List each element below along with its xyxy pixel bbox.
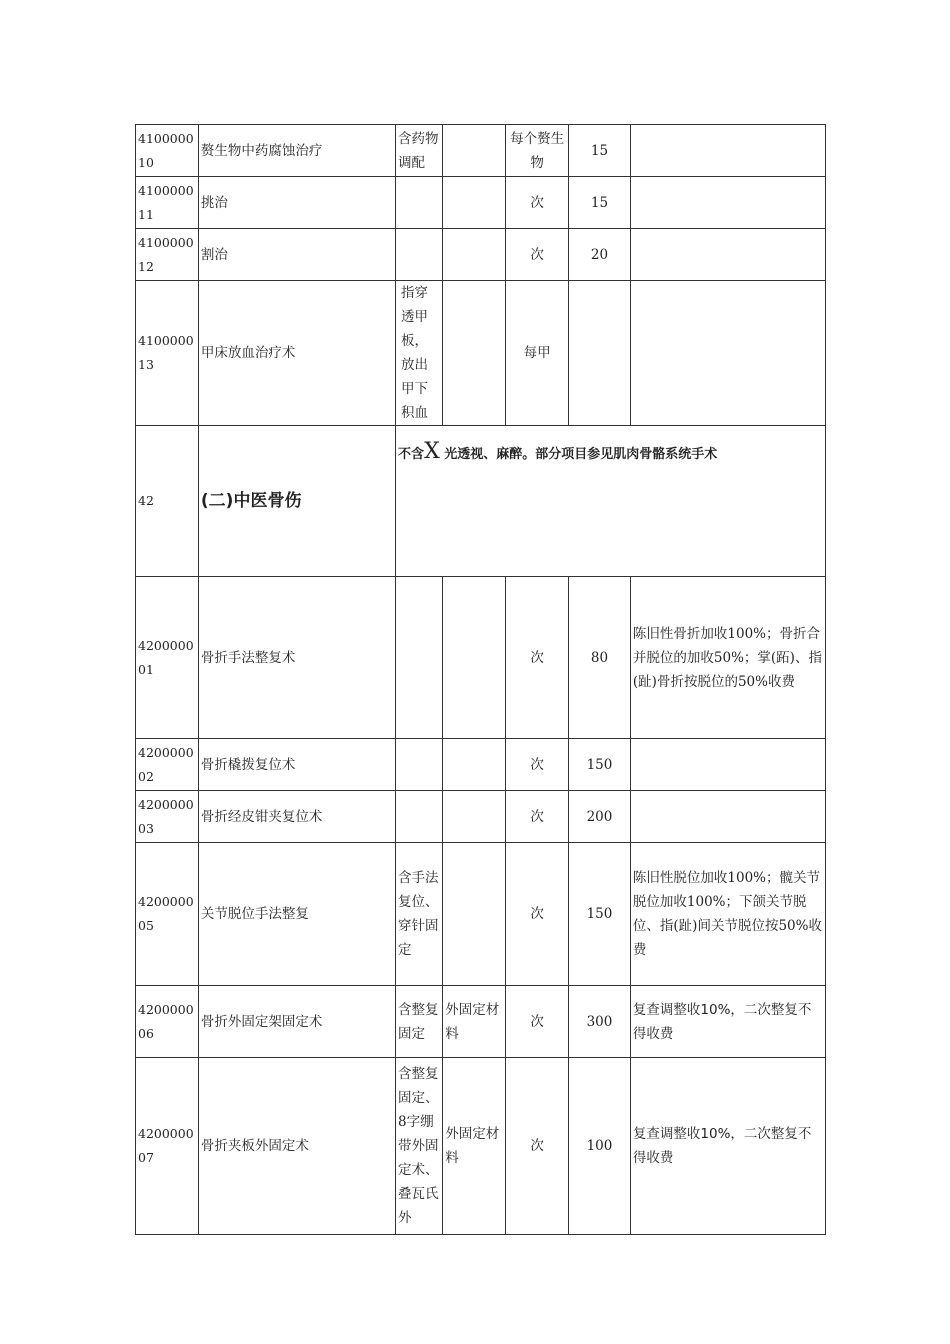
item-unit: 次	[506, 791, 569, 843]
item-excludes: 外固定材料	[443, 1058, 506, 1235]
item-price: 300	[569, 986, 631, 1058]
item-notes	[630, 125, 825, 177]
item-price	[569, 281, 631, 426]
item-price: 15	[569, 177, 631, 229]
table-row	[136, 177, 826, 229]
section-title: (二)中医骨伤	[198, 426, 395, 577]
item-includes: 指穿透甲板，放出甲下积血	[396, 281, 443, 426]
item-excludes	[443, 281, 506, 426]
item-code: 420000001	[136, 577, 199, 739]
item-name: 骨折橇拨复位术	[198, 739, 395, 791]
item-unit: 每个赘生物	[506, 125, 569, 177]
item-price: 150	[569, 843, 631, 986]
item-notes	[630, 791, 825, 843]
item-price: 15	[569, 125, 631, 177]
item-unit: 每甲	[506, 281, 569, 426]
fee-schedule-table	[135, 124, 826, 1235]
item-notes	[630, 229, 825, 281]
item-price: 200	[569, 791, 631, 843]
item-code: 410000010	[136, 125, 199, 177]
item-includes: 含整复固定、8字绷带外固定术、叠瓦氏外	[396, 1058, 443, 1235]
section-note	[396, 426, 826, 577]
table-row	[136, 577, 826, 739]
item-includes: 含整复固定	[396, 986, 443, 1058]
section-row	[136, 426, 826, 577]
table-row	[136, 739, 826, 791]
item-excludes	[443, 739, 506, 791]
item-price: 100	[569, 1058, 631, 1235]
item-code: 410000012	[136, 229, 199, 281]
item-includes: 含手法复位、穿针固定	[396, 843, 443, 986]
item-code: 410000013	[136, 281, 199, 426]
item-notes: 陈旧性脱位加收100%；髋关节脱位加收100%；下颌关节脱位、指(趾)间关节脱位按50%收费	[630, 843, 825, 986]
section-note-suffix: 光透视、麻醉。部分项目参见肌肉骨骼系统手术	[444, 447, 718, 462]
item-name: 骨折经皮钳夹复位术	[198, 791, 395, 843]
item-notes: 复查调整收10%，二次整复不得收费	[630, 1058, 825, 1235]
item-price: 80	[569, 577, 631, 739]
item-name: 骨折外固定架固定术	[198, 986, 395, 1058]
item-name: 甲床放血治疗术	[198, 281, 395, 426]
item-excludes	[443, 229, 506, 281]
item-unit: 次	[506, 577, 569, 739]
item-excludes	[443, 577, 506, 739]
item-excludes	[443, 843, 506, 986]
item-name: 骨折夹板外固定术	[198, 1058, 395, 1235]
item-name: 骨折手法整复术	[198, 577, 395, 739]
item-includes: 含药物调配	[396, 125, 443, 177]
item-notes	[630, 739, 825, 791]
item-code: 420000005	[136, 843, 199, 986]
item-name: 赘生物中药腐蚀治疗	[198, 125, 395, 177]
item-price: 150	[569, 739, 631, 791]
item-code: 420000006	[136, 986, 199, 1058]
item-unit: 次	[506, 843, 569, 986]
item-name: 挑治	[198, 177, 395, 229]
item-code: 410000011	[136, 177, 199, 229]
item-excludes	[443, 177, 506, 229]
section-note-prefix: 不含	[398, 447, 425, 462]
item-includes	[396, 577, 443, 739]
item-unit: 次	[506, 1058, 569, 1235]
item-unit: 次	[506, 177, 569, 229]
table-row	[136, 281, 826, 426]
table-row	[136, 843, 826, 986]
item-includes	[396, 229, 443, 281]
item-notes: 陈旧性骨折加收100%；骨折合并脱位的加收50%；掌(跖)、指(趾)骨折按脱位的50%收费	[630, 577, 825, 739]
item-notes	[630, 177, 825, 229]
item-price: 20	[569, 229, 631, 281]
item-excludes	[443, 791, 506, 843]
item-code: 420000007	[136, 1058, 199, 1235]
item-unit: 次	[506, 986, 569, 1058]
item-code: 420000003	[136, 791, 199, 843]
item-name: 割治	[198, 229, 395, 281]
section-note-x: X	[424, 439, 440, 464]
item-notes	[630, 281, 825, 426]
item-excludes: 外固定材料	[443, 986, 506, 1058]
table-row	[136, 1058, 826, 1235]
table-row	[136, 125, 826, 177]
table-row	[136, 791, 826, 843]
table-row	[136, 229, 826, 281]
item-code: 420000002	[136, 739, 199, 791]
section-code: 42	[136, 426, 199, 577]
item-includes	[396, 739, 443, 791]
item-name: 关节脱位手法整复	[198, 843, 395, 986]
item-notes: 复查调整收10%，二次整复不得收费	[630, 986, 825, 1058]
table-row	[136, 986, 826, 1058]
item-unit: 次	[506, 739, 569, 791]
item-includes	[396, 791, 443, 843]
item-unit: 次	[506, 229, 569, 281]
item-includes	[396, 177, 443, 229]
item-excludes	[443, 125, 506, 177]
